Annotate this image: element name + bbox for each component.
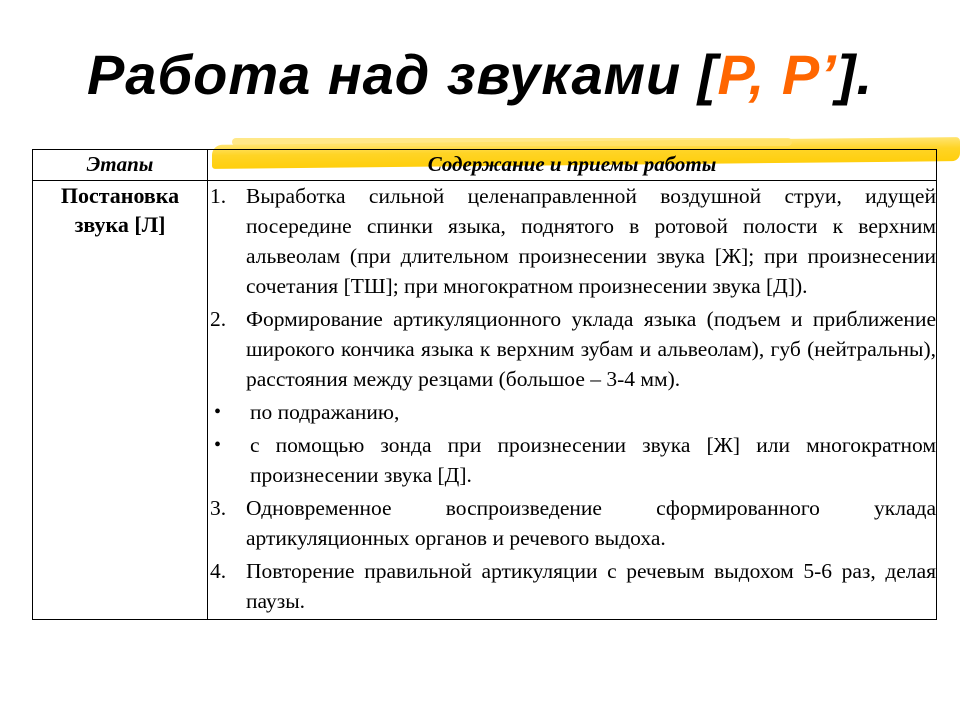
table-row <box>33 181 937 620</box>
item-text: с помощью зонда при произнесении звука [Ж] или многократном произнесении звука [Д]. <box>250 433 936 487</box>
work-stages-table <box>32 149 937 620</box>
item-text: по подражанию, <box>250 400 400 424</box>
item-text: Одновременное воспроизведение сформированного уклада артикуляционных органов и речевого выдоха. <box>246 496 936 550</box>
header-content: Содержание и приемы работы <box>208 150 937 181</box>
bullet-icon: • <box>214 434 222 456</box>
item-number: 1. <box>210 184 227 208</box>
item-number: 2. <box>210 307 227 331</box>
item-number: 4. <box>210 559 227 583</box>
item-text: Выработка сильной целенаправленной воздушной струи, идущей посередине спинки языка, поднятого в ротовой полости к верхним альвеолам (при длительном произнесении звука [Ж]; при произнесении сочетания [ТШ]; при многократном произнесении звука [Д]). <box>246 184 936 298</box>
content-list <box>208 181 936 616</box>
table-header-row <box>33 150 937 181</box>
stage-cell: Постановка звука [Л] <box>33 181 208 620</box>
title-suffix: ]. <box>836 43 874 106</box>
item-number: 3. <box>210 496 227 520</box>
item-text: Повторение правильной артикуляции с речевым выдохом 5-6 раз, делая паузы. <box>246 559 936 613</box>
header-stages: Этапы <box>33 150 208 181</box>
content-cell <box>208 181 937 620</box>
slide-title <box>0 40 960 110</box>
list-item <box>208 181 936 301</box>
list-item <box>208 397 936 427</box>
list-item <box>208 493 936 553</box>
title-accent: Р, Р’ <box>717 43 837 106</box>
list-item <box>208 304 936 394</box>
marker-highlight-stroke-top <box>232 138 792 146</box>
bullet-icon: • <box>214 401 222 423</box>
list-item <box>208 430 936 490</box>
item-text: Формирование артикуляционного уклада языка (подъем и приближение широкого кончика языка к верхним зубам и альвеолам), губ (нейтральны), расстояния между резцами (большое – 3-4 мм). <box>246 307 936 391</box>
list-item <box>208 556 936 616</box>
title-prefix: Работа над звуками [ <box>86 43 718 106</box>
